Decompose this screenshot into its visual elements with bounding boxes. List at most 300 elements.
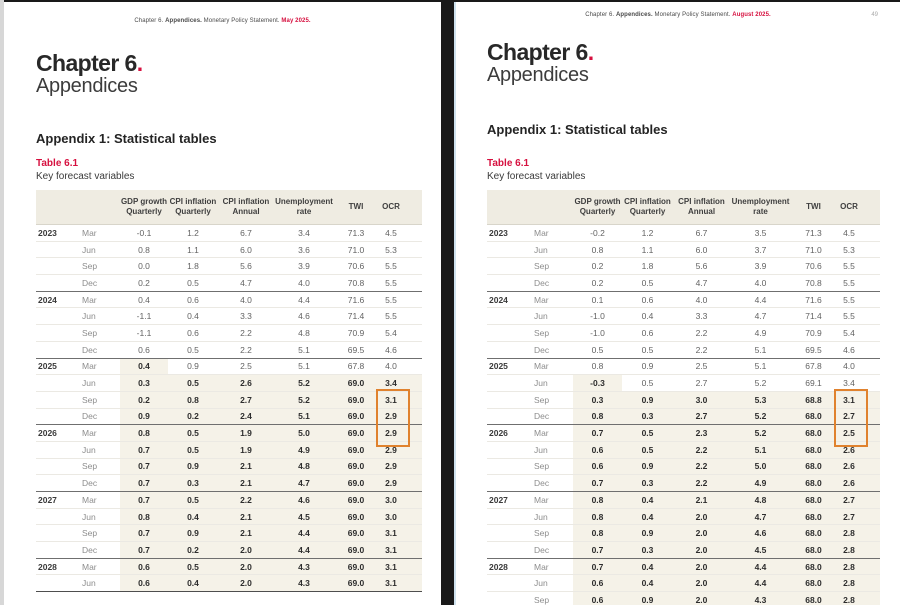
value-cell: 5.5 <box>836 258 880 275</box>
running-header-date: August 2025. <box>732 12 771 18</box>
value-cell: 2.0 <box>673 542 730 559</box>
year-cell <box>36 391 80 408</box>
value-cell: 2.8 <box>836 558 880 575</box>
value-cell: 0.6 <box>622 325 673 342</box>
table-row <box>487 508 880 525</box>
value-cell: 1.9 <box>218 425 274 442</box>
quarter-cell: Mar <box>532 425 573 442</box>
table-row <box>487 325 880 342</box>
value-cell: 4.9 <box>730 325 791 342</box>
column-header: TWI <box>791 190 836 225</box>
value-cell: 2.9 <box>378 425 422 442</box>
value-cell: 2.6 <box>836 475 880 492</box>
quarter-cell: Mar <box>80 492 120 509</box>
table-row <box>487 458 880 475</box>
value-cell: 4.8 <box>274 325 334 342</box>
value-cell: 2.7 <box>673 375 730 392</box>
value-cell: 3.0 <box>378 508 422 525</box>
year-cell <box>487 258 532 275</box>
value-cell: 71.6 <box>334 291 378 308</box>
value-cell: 0.6 <box>622 291 673 308</box>
table-row <box>487 391 880 408</box>
value-cell: 2.5 <box>218 358 274 375</box>
quarter-cell: Mar <box>532 291 573 308</box>
value-cell: 4.7 <box>673 275 730 292</box>
quarter-cell: Jun <box>80 241 120 258</box>
table-row <box>487 475 880 492</box>
year-cell <box>487 241 532 258</box>
quarter-cell: Sep <box>80 391 120 408</box>
quarter-cell: Jun <box>80 508 120 525</box>
year-cell <box>487 308 532 325</box>
value-cell: 2.2 <box>218 325 274 342</box>
value-cell: 0.7 <box>573 425 622 442</box>
value-cell: 0.5 <box>622 441 673 458</box>
table-row <box>487 575 880 592</box>
value-cell: 4.3 <box>274 575 334 592</box>
quarter-cell: Dec <box>80 542 120 559</box>
col-year-header <box>36 190 80 225</box>
value-cell: 0.9 <box>622 358 673 375</box>
value-cell: 3.3 <box>673 308 730 325</box>
year-cell <box>487 391 532 408</box>
table-row <box>487 341 880 358</box>
column-header: CPI inflation Annual <box>673 190 730 225</box>
value-cell: 71.3 <box>805 227 822 238</box>
value-cell: 71.0 <box>334 241 378 258</box>
value-cell: 0.4 <box>622 492 673 509</box>
running-header-appendices: Appendices. <box>165 18 204 24</box>
value-cell: 2.1 <box>673 492 730 509</box>
value-cell: 69.0 <box>334 475 378 492</box>
value-cell: 2.2 <box>218 492 274 509</box>
running-header-statement: Monetary Policy Statement. <box>203 18 282 24</box>
value-cell: 4.0 <box>730 275 791 292</box>
value-cell: 0.2 <box>573 275 622 292</box>
quarter-cell: Dec <box>532 275 573 292</box>
appendix-heading: Appendix 1: Statistical tables <box>36 131 217 146</box>
value-cell: 6.0 <box>673 241 730 258</box>
year-cell <box>487 325 532 342</box>
quarter-cell: Sep <box>80 458 120 475</box>
value-cell: 5.3 <box>378 241 422 258</box>
table-row <box>36 425 422 442</box>
column-header: GDP growth Quarterly <box>120 190 168 225</box>
value-cell: 4.5 <box>843 227 855 238</box>
value-cell: 0.9 <box>168 458 218 475</box>
chapter-subtitle: Appendices <box>487 64 589 86</box>
value-cell: 2.8 <box>836 592 880 605</box>
value-cell: 6.7 <box>695 227 708 238</box>
col-year-header <box>487 190 532 225</box>
year-cell <box>487 525 532 542</box>
value-cell: 0.6 <box>573 592 622 605</box>
value-cell: 5.5 <box>836 275 880 292</box>
column-header: TWI <box>334 190 378 225</box>
year-cell <box>36 525 80 542</box>
value-cell: 4.0 <box>673 291 730 308</box>
value-cell: 2.9 <box>378 475 422 492</box>
value-cell: 69.0 <box>334 375 378 392</box>
year-cell <box>36 375 80 392</box>
value-cell: 2.1 <box>218 508 274 525</box>
table-row <box>36 341 422 358</box>
quarter-cell: Dec <box>532 408 573 425</box>
value-cell: 2.0 <box>218 542 274 559</box>
table-row <box>487 408 880 425</box>
value-cell: 69.0 <box>334 558 378 575</box>
value-cell: 2.0 <box>673 592 730 605</box>
value-cell: 0.8 <box>120 241 168 258</box>
value-cell: 71.3 <box>347 227 365 238</box>
value-cell: 71.4 <box>791 308 836 325</box>
table-row <box>36 375 422 392</box>
value-cell: 0.7 <box>573 542 622 559</box>
value-cell: 69.0 <box>334 425 378 442</box>
quarter-cell: Jun <box>532 241 573 258</box>
year-cell: 2024 <box>487 291 532 308</box>
running-header-chapter: Chapter 6. <box>134 18 166 24</box>
value-cell: 3.6 <box>274 241 334 258</box>
value-cell: 68.0 <box>791 525 836 542</box>
value-cell: 69.0 <box>334 408 378 425</box>
year-cell <box>487 441 532 458</box>
value-cell: 0.7 <box>120 441 168 458</box>
table-row <box>36 458 422 475</box>
value-cell: 69.0 <box>334 458 378 475</box>
value-cell: 71.6 <box>791 291 836 308</box>
quarter-cell: Jun <box>532 375 573 392</box>
value-cell: 0.9 <box>622 391 673 408</box>
value-cell: 4.6 <box>730 525 791 542</box>
year-cell <box>36 325 80 342</box>
running-header-appendices: Appendices. <box>615 12 655 18</box>
value-cell: 4.5 <box>730 542 791 559</box>
value-cell: 0.7 <box>120 492 168 509</box>
value-cell: 0.7 <box>120 475 168 492</box>
quarter-cell: Dec <box>80 275 120 292</box>
quarter-cell: Sep <box>80 525 120 542</box>
running-header <box>4 18 441 24</box>
value-cell: 2.0 <box>673 558 730 575</box>
value-cell: 0.6 <box>573 441 622 458</box>
quarter-cell: Mar <box>80 291 120 308</box>
value-cell: 0.9 <box>622 458 673 475</box>
value-cell: 6.7 <box>240 227 252 238</box>
quarter-cell: Mar <box>80 425 120 442</box>
forecast-table-wrap <box>36 190 422 592</box>
value-cell: 2.4 <box>218 408 274 425</box>
value-cell: 2.7 <box>673 408 730 425</box>
value-cell: 0.5 <box>622 341 673 358</box>
chapter-heading-block <box>36 52 142 98</box>
value-cell: 4.7 <box>274 475 334 492</box>
table-row <box>36 475 422 492</box>
quarter-cell: Dec <box>532 475 573 492</box>
value-cell: 5.2 <box>730 425 791 442</box>
value-cell: 69.0 <box>334 508 378 525</box>
column-header: CPI inflation Quarterly <box>168 190 218 225</box>
year-cell: 2026 <box>487 425 532 442</box>
value-cell: 5.3 <box>730 391 791 408</box>
value-cell: 5.6 <box>673 258 730 275</box>
quarter-cell: Jun <box>80 375 120 392</box>
value-cell: -1.0 <box>573 308 622 325</box>
value-cell: 3.1 <box>378 542 422 559</box>
value-cell: 0.1 <box>573 291 622 308</box>
value-cell: 4.7 <box>730 508 791 525</box>
value-cell: 4.7 <box>218 275 274 292</box>
value-cell: 0.4 <box>168 575 218 592</box>
table-row <box>487 308 880 325</box>
value-cell: 3.7 <box>730 241 791 258</box>
value-cell: 69.0 <box>334 542 378 559</box>
value-cell: 2.0 <box>218 558 274 575</box>
value-cell: 0.5 <box>168 375 218 392</box>
value-cell: 3.1 <box>378 525 422 542</box>
value-cell: 2.7 <box>218 391 274 408</box>
value-cell: 2.8 <box>836 525 880 542</box>
value-cell: 5.5 <box>836 291 880 308</box>
table-row <box>487 425 880 442</box>
value-cell: -0.3 <box>573 375 622 392</box>
value-cell: 70.6 <box>334 258 378 275</box>
table-row <box>36 508 422 525</box>
value-cell: 0.8 <box>120 425 168 442</box>
value-cell: 0.5 <box>168 492 218 509</box>
value-cell: 5.2 <box>274 375 334 392</box>
value-cell: 1.2 <box>641 227 654 238</box>
value-cell: 0.6 <box>120 558 168 575</box>
quarter-cell: Sep <box>532 525 573 542</box>
value-cell: 0.8 <box>573 358 622 375</box>
value-cell: 2.1 <box>218 458 274 475</box>
value-cell: 2.2 <box>673 341 730 358</box>
value-cell: 5.5 <box>378 275 422 292</box>
quarter-cell: Mar <box>82 227 97 238</box>
value-cell: 0.9 <box>120 408 168 425</box>
table-row <box>487 225 880 242</box>
value-cell: 0.4 <box>622 558 673 575</box>
column-header: Unemployment rate <box>730 190 791 225</box>
value-cell: 69.0 <box>334 492 378 509</box>
value-cell: 0.2 <box>168 542 218 559</box>
value-cell: 4.8 <box>274 458 334 475</box>
value-cell: 5.1 <box>274 408 334 425</box>
value-cell: 0.6 <box>168 325 218 342</box>
value-cell: 5.3 <box>836 241 880 258</box>
quarter-cell: Mar <box>80 358 120 375</box>
quarter-cell: Jun <box>532 508 573 525</box>
value-cell: 0.5 <box>168 425 218 442</box>
value-cell: 3.4 <box>378 375 422 392</box>
value-cell: 0.9 <box>168 525 218 542</box>
value-cell: 4.0 <box>218 291 274 308</box>
value-cell: 68.0 <box>791 542 836 559</box>
value-cell: 0.0 <box>120 258 168 275</box>
table-row <box>487 241 880 258</box>
column-header: CPI inflation Quarterly <box>622 190 673 225</box>
running-header-statement: Monetary Policy Statement. <box>654 12 733 18</box>
value-cell: 1.8 <box>168 258 218 275</box>
quarter-cell: Dec <box>80 341 120 358</box>
year-cell <box>36 408 80 425</box>
value-cell: 5.4 <box>378 325 422 342</box>
value-cell: 1.9 <box>218 441 274 458</box>
year-cell: 2028 <box>487 558 532 575</box>
value-cell: 1.1 <box>168 241 218 258</box>
value-cell: 4.4 <box>274 542 334 559</box>
value-cell: 0.5 <box>573 341 622 358</box>
appendix-heading: Appendix 1: Statistical tables <box>487 122 668 137</box>
quarter-cell: Mar <box>532 358 573 375</box>
value-cell: 69.5 <box>334 341 378 358</box>
value-cell: 69.0 <box>334 441 378 458</box>
value-cell: 68.0 <box>791 441 836 458</box>
table-row <box>487 358 880 375</box>
page-number: 49 <box>871 12 878 18</box>
value-cell: 5.5 <box>836 308 880 325</box>
value-cell: 0.8 <box>168 391 218 408</box>
table-row <box>36 408 422 425</box>
chapter-subtitle: Appendices <box>36 75 138 97</box>
running-header <box>456 12 900 18</box>
value-cell: 4.5 <box>385 227 397 238</box>
value-cell: 0.4 <box>622 308 673 325</box>
value-cell: 2.8 <box>836 542 880 559</box>
col-quarter-header <box>532 190 573 225</box>
value-cell: 68.0 <box>791 558 836 575</box>
value-cell: 0.2 <box>168 408 218 425</box>
year-cell: 2023 <box>489 227 508 238</box>
value-cell: 0.5 <box>622 275 673 292</box>
value-cell: 0.8 <box>573 525 622 542</box>
value-cell: 0.4 <box>120 291 168 308</box>
value-cell: 3.0 <box>378 492 422 509</box>
table-row <box>487 441 880 458</box>
quarter-cell: Sep <box>532 458 573 475</box>
value-cell: 3.5 <box>754 227 767 238</box>
value-cell: 4.4 <box>730 291 791 308</box>
value-cell: 2.9 <box>378 408 422 425</box>
value-cell: 2.5 <box>673 358 730 375</box>
value-cell: 69.0 <box>334 525 378 542</box>
value-cell: 2.6 <box>218 375 274 392</box>
value-cell: 4.4 <box>730 558 791 575</box>
forecast-table <box>36 190 422 592</box>
year-cell <box>36 508 80 525</box>
value-cell: 2.7 <box>836 492 880 509</box>
quarter-cell: Mar <box>532 492 573 509</box>
value-cell: 4.4 <box>274 291 334 308</box>
column-header: OCR <box>836 190 880 225</box>
value-cell: 0.5 <box>168 558 218 575</box>
year-cell: 2027 <box>487 492 532 509</box>
year-cell: 2025 <box>487 358 532 375</box>
table-row <box>36 241 422 258</box>
quarter-cell: Sep <box>532 391 573 408</box>
column-header: GDP growth Quarterly <box>573 190 622 225</box>
year-cell <box>36 241 80 258</box>
value-cell: 70.8 <box>334 275 378 292</box>
value-cell: 5.2 <box>274 391 334 408</box>
quarter-cell: Dec <box>80 408 120 425</box>
value-cell: 0.9 <box>622 525 673 542</box>
value-cell: 5.2 <box>730 375 791 392</box>
value-cell: 0.6 <box>573 575 622 592</box>
year-cell <box>487 275 532 292</box>
value-cell: 68.0 <box>791 508 836 525</box>
value-cell: 0.4 <box>622 575 673 592</box>
value-cell: 0.2 <box>120 275 168 292</box>
value-cell: 5.2 <box>730 408 791 425</box>
value-cell: 0.3 <box>622 542 673 559</box>
table-row <box>36 258 422 275</box>
year-cell <box>487 341 532 358</box>
value-cell: 2.9 <box>378 458 422 475</box>
value-cell: 68.0 <box>791 575 836 592</box>
year-cell <box>36 275 80 292</box>
value-cell: 1.2 <box>187 227 199 238</box>
quarter-cell: Jun <box>80 575 120 592</box>
value-cell: 4.9 <box>274 441 334 458</box>
value-cell: -0.2 <box>590 227 605 238</box>
value-cell: 0.5 <box>622 425 673 442</box>
value-cell: 2.2 <box>673 325 730 342</box>
value-cell: 67.8 <box>334 358 378 375</box>
value-cell: 3.4 <box>298 227 310 238</box>
value-cell: 4.6 <box>836 341 880 358</box>
table-row <box>487 592 880 605</box>
value-cell: 4.6 <box>274 492 334 509</box>
value-cell: 5.5 <box>378 291 422 308</box>
table-row <box>487 291 880 308</box>
value-cell: 0.6 <box>573 458 622 475</box>
value-cell: 2.2 <box>673 441 730 458</box>
value-cell: 0.8 <box>573 241 622 258</box>
chapter-title-text: Chapter 6 <box>487 39 588 65</box>
quarter-cell: Jun <box>532 441 573 458</box>
value-cell: 0.4 <box>120 358 168 375</box>
column-header: OCR <box>378 190 422 225</box>
value-cell: 2.2 <box>673 458 730 475</box>
quarter-cell: Mar <box>534 227 549 238</box>
value-cell: 2.1 <box>218 525 274 542</box>
value-cell: 1.1 <box>622 241 673 258</box>
chapter-heading-block <box>487 41 593 87</box>
value-cell: 69.0 <box>334 391 378 408</box>
value-cell: 4.3 <box>730 592 791 605</box>
value-cell: 0.6 <box>168 291 218 308</box>
table-row <box>487 542 880 559</box>
value-cell: 68.0 <box>791 425 836 442</box>
value-cell: 5.1 <box>730 441 791 458</box>
value-cell: 0.7 <box>573 558 622 575</box>
column-header: Unemployment rate <box>274 190 334 225</box>
value-cell: 0.8 <box>573 492 622 509</box>
table-row <box>36 525 422 542</box>
value-cell: 3.4 <box>836 375 880 392</box>
value-cell: 4.3 <box>274 558 334 575</box>
value-cell: 0.6 <box>120 575 168 592</box>
value-cell: 2.0 <box>673 508 730 525</box>
quarter-cell: Dec <box>532 341 573 358</box>
value-cell: 4.4 <box>274 525 334 542</box>
value-cell: 6.0 <box>218 241 274 258</box>
value-cell: 4.4 <box>730 575 791 592</box>
table-row <box>487 375 880 392</box>
table-row <box>36 325 422 342</box>
